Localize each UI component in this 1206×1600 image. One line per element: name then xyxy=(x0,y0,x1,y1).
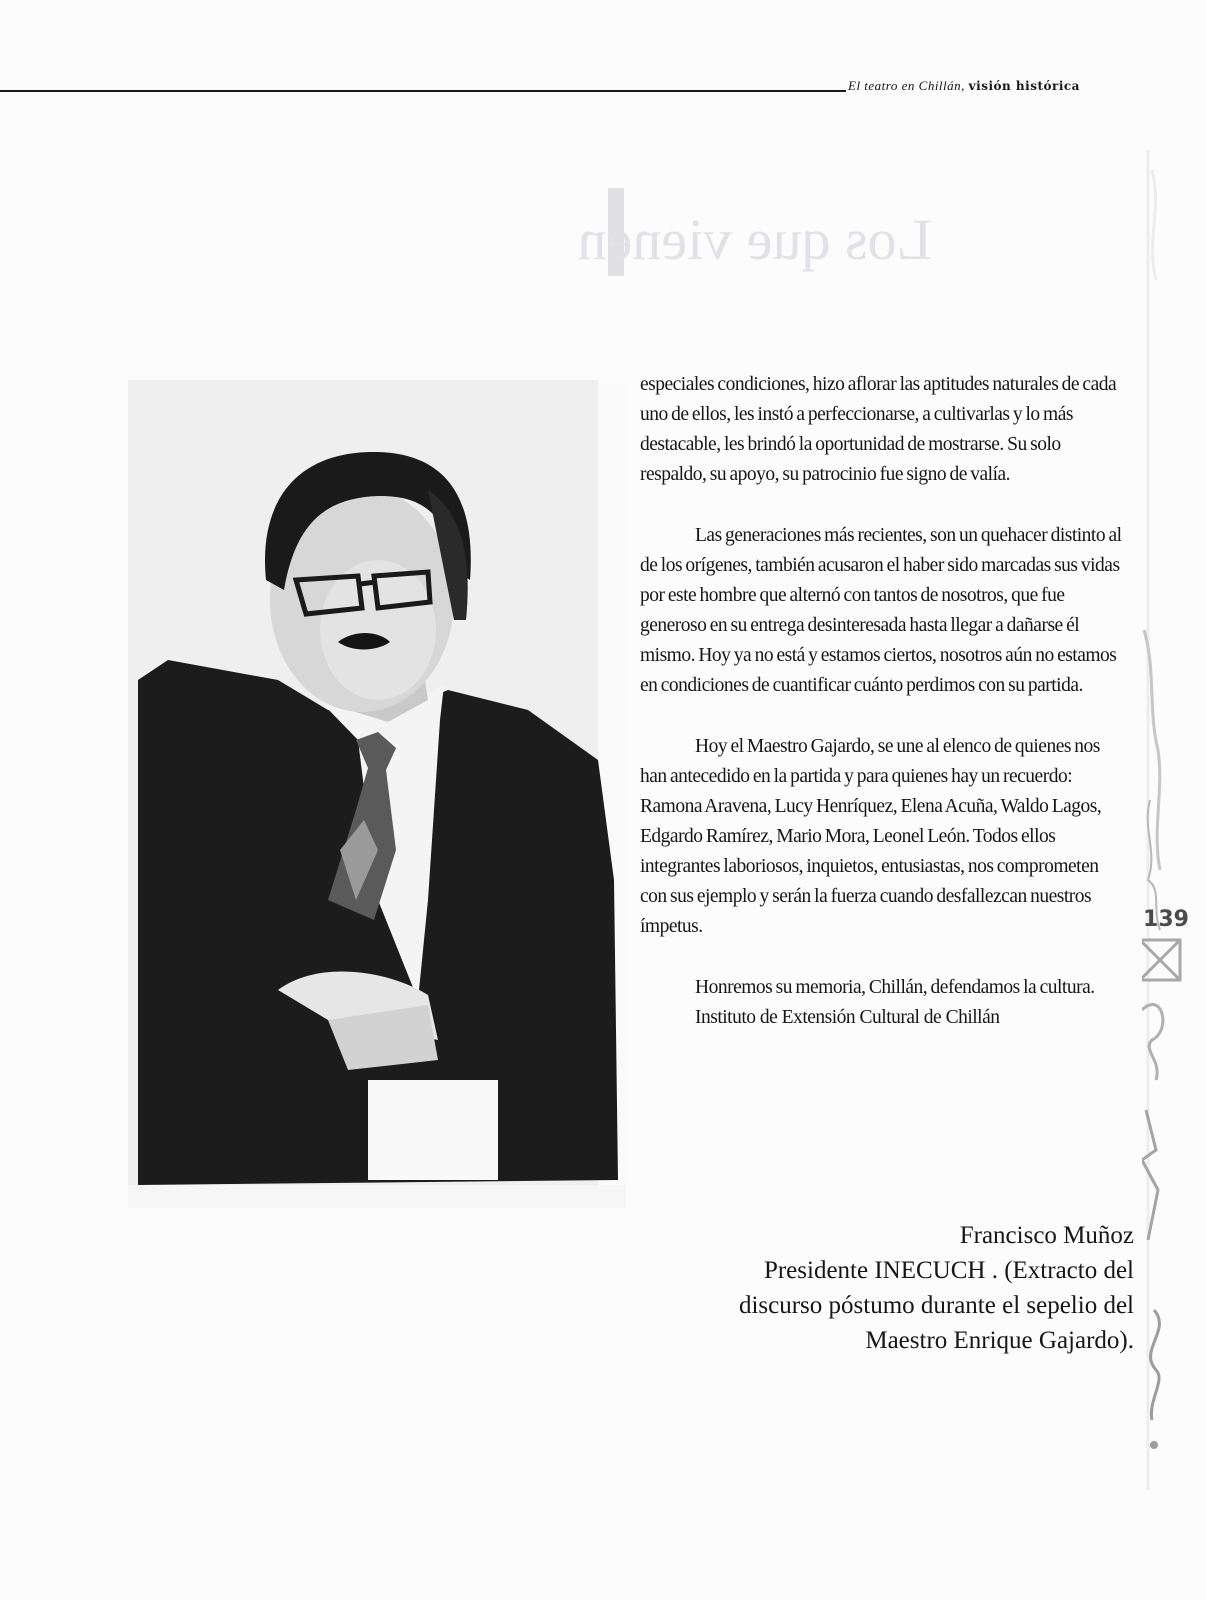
signature-line-4: Maestro Enrique Gajardo). xyxy=(865,1327,1134,1354)
running-header-subtitle: visión histórica xyxy=(968,79,1080,93)
signature-block xyxy=(640,1218,1134,1358)
signature-line-2: Presidente INECUCH . (Extracto del xyxy=(763,1257,1134,1284)
signature-line-1: Francisco Muñoz xyxy=(959,1222,1134,1249)
bleed-through-section-title: Los que vienen xyxy=(577,207,932,272)
running-header-book-title: El teatro en Chillán, xyxy=(848,78,965,93)
paragraph-3: Hoy el Maestro Gajardo, se une al elenco de quienes nos han antecedido en la partida y para quienes hay un recuerdo: Ramona Aravena, Lucy Henríquez, Elena Acuña, Waldo Lagos, Edgardo Ramírez, Mario Mora, Leonel León. Todos ellos integrantes laboriosos, inquietos, entusiastas, nos comprometen con sus ejemplo y serán la fuerza cuando desfallezcan nuestros ímpetus. xyxy=(640,736,1102,937)
header-rule xyxy=(0,90,846,92)
paragraph-4: Honremos su memoria, Chillán, defendamos la cultura. xyxy=(695,977,1095,998)
institute-signoff: Instituto de Extensión Cultural de Chillán xyxy=(695,1007,1000,1028)
page-number: 139 xyxy=(1143,907,1189,932)
paragraph-2: Las generaciones más recientes, son un quehacer distinto al de los orígenes, también acusaron el haber sido marcadas sus vidas por este hombre que alternó con tantos de nosotros, que fue generoso en su entrega desinteresada hasta llegar a dañarse él mismo. Hoy ya no está y estamos ciertos, nosotros aún no estamos en condiciones de cuantificar cuánto perdimos con su partida. xyxy=(640,525,1122,696)
portrait-photo xyxy=(128,380,626,1208)
portrait-figure xyxy=(128,380,626,1208)
article-text xyxy=(640,370,1122,1033)
paragraph-1: especiales condiciones, hizo aflorar las aptitudes naturales de cada uno de ellos, les instó a perfeccionarse, a cultivarlas y lo más destacable, les brindó la oportunidad de mostrarse. Su solo respaldo, su apoyo, su patrocinio fue signo de valía. xyxy=(640,374,1117,485)
ornament-icon xyxy=(1142,150,1202,1500)
signature-line-3: discurso póstumo durante el sepelio del xyxy=(738,1292,1134,1319)
running-header xyxy=(848,78,1128,98)
decorative-border xyxy=(1142,150,1202,1500)
